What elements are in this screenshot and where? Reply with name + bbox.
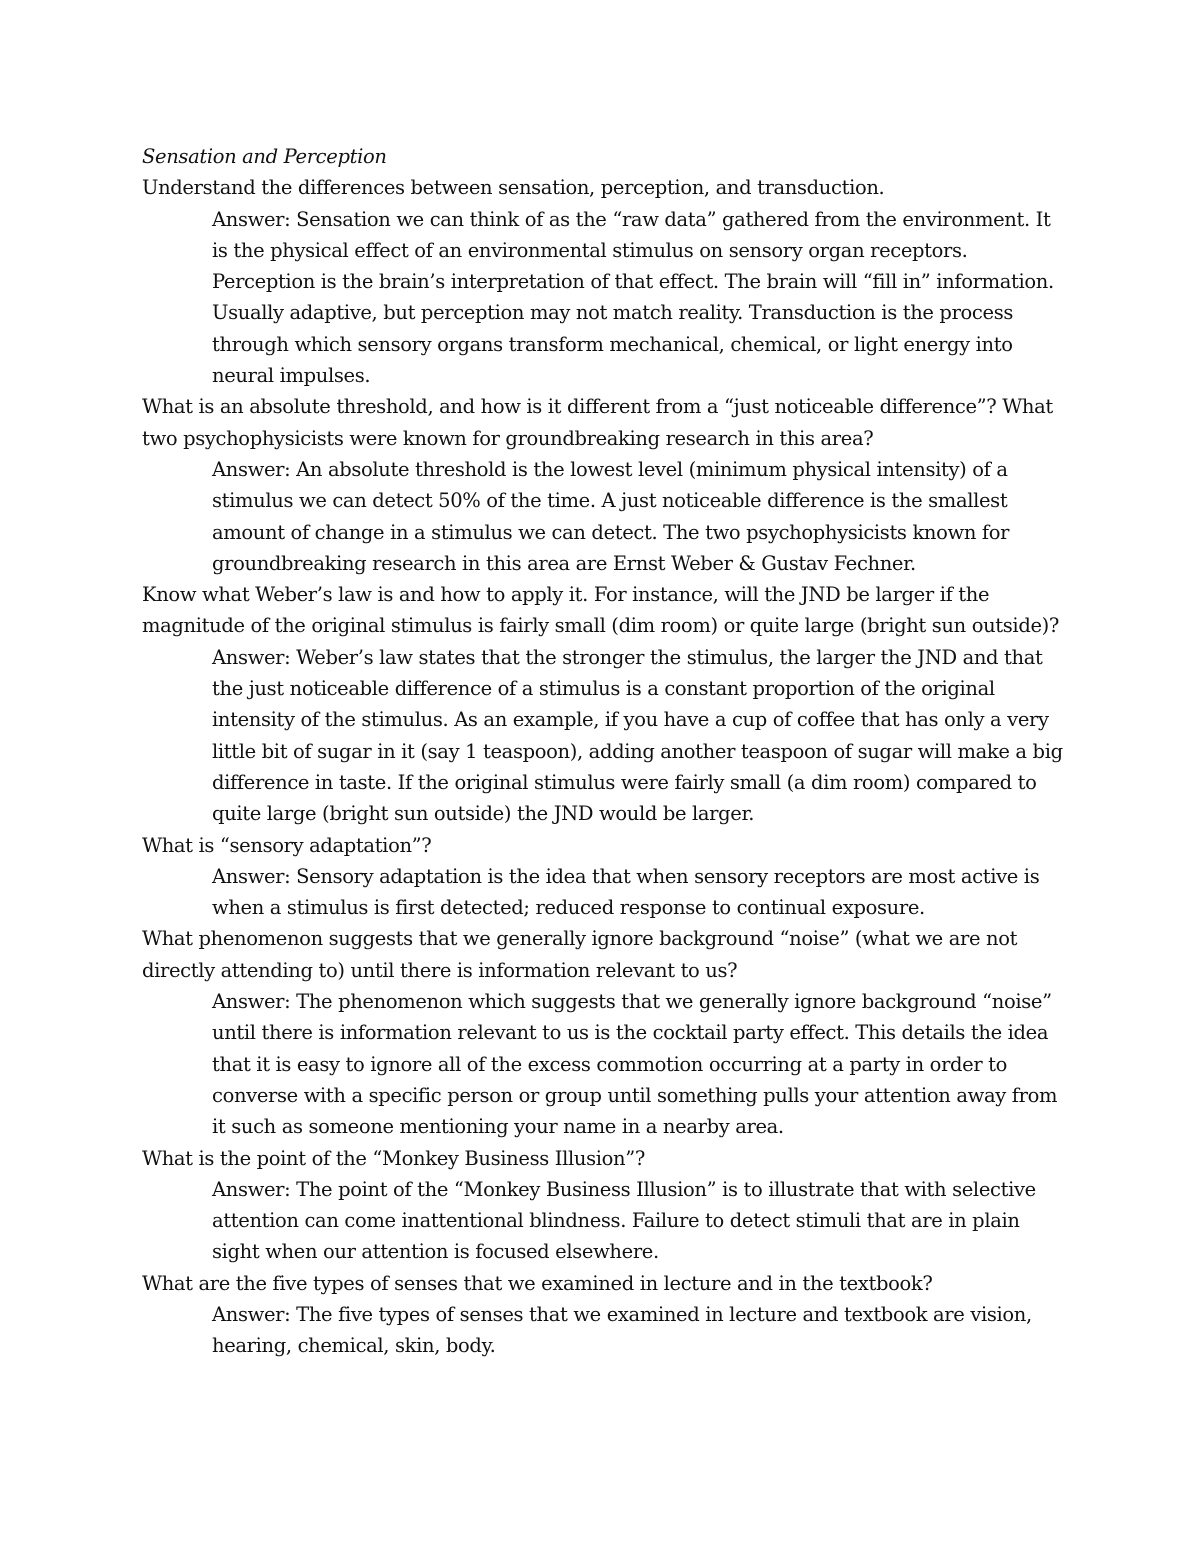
question-1: Understand the differences between sensation, perception, and transduction. — [142, 176, 885, 200]
page-title: Sensation and Perception — [142, 145, 387, 168]
question-4: What is “sensory adaptation”? — [142, 833, 432, 857]
answer-1: Answer: Sensation we can think of as the “raw data” gathered from the environment. It is the physical effect of an environmental stimulus on sensory organ receptors. Perception is the brain’s interpretation of that effect. The brain will “fill in” information. Usually adaptive, but perception may not match reality. Transduction is the process through which sensory organs transform mechanical, chemical, or light energy into neural impulses. — [212, 207, 1054, 388]
answer-5: Answer: The phenomenon which suggests that we generally ignore background “noise” until there is information relevant to us is the cocktail party effect. This details the idea that it is easy to ignore all of the excess commotion occurring at a party in order to converse with a specific person or group until something pulls your attention away from it such as someone mentioning your name in a nearby area. — [212, 990, 1058, 1139]
answer-6: Answer: The point of the “Monkey Business Illusion” is to illustrate that with selective attention can come inattentional blindness. Failure to detect stimuli that are in plain sight when our attention is focused elsewhere. — [212, 1177, 1036, 1264]
answer-2: Answer: An absolute threshold is the lowest level (minimum physical intensity) of a stimulus we can detect 50% of the time. A just noticeable difference is the smallest amount of change in a stimulus we can detect. The two psychophysicists known for groundbreaking research in this area are Ernst Weber & Gustav Fechner. — [212, 457, 1010, 575]
answer-3: Answer: Weber’s law states that the stronger the stimulus, the larger the JND and that the just noticeable difference of a stimulus is a constant proportion of the original intensity of the stimulus. As an example, if you have a cup of coffee that has only a very little bit of sugar in it (say 1 teaspoon), adding another teaspoon of sugar will make a big difference in taste. If the original stimulus were fairly small (a dim room) compared to quite large (bright sun outside) the JND would be larger. — [212, 645, 1063, 826]
question-6: What is the point of the “Monkey Business Illusion”? — [142, 1146, 645, 1170]
question-3: Know what Weber’s law is and how to apply it. For instance, will the JND be larger if the magnitude of the original stimulus is fairly small (dim room) or quite large (bright sun outside)? — [142, 583, 1060, 638]
question-2: What is an absolute threshold, and how is it different from a “just noticeable difference”? What two psychophysicists were known for groundbreaking research in this area? — [142, 395, 1053, 450]
answer-4: Answer: Sensory adaptation is the idea that when sensory receptors are most active is when a stimulus is first detected; reduced response to continual exposure. — [212, 864, 1040, 920]
answer-7: Answer: The five types of senses that we examined in lecture and textbook are vision, hearing, chemical, skin, body. — [212, 1302, 1032, 1358]
question-7: What are the five types of senses that we examined in lecture and in the textbook? — [142, 1271, 933, 1295]
question-5: What phenomenon suggests that we generally ignore background “noise” (what we are not directly attending to) until there is information relevant to us? — [142, 927, 1018, 982]
document-page — [142, 141, 1070, 1362]
